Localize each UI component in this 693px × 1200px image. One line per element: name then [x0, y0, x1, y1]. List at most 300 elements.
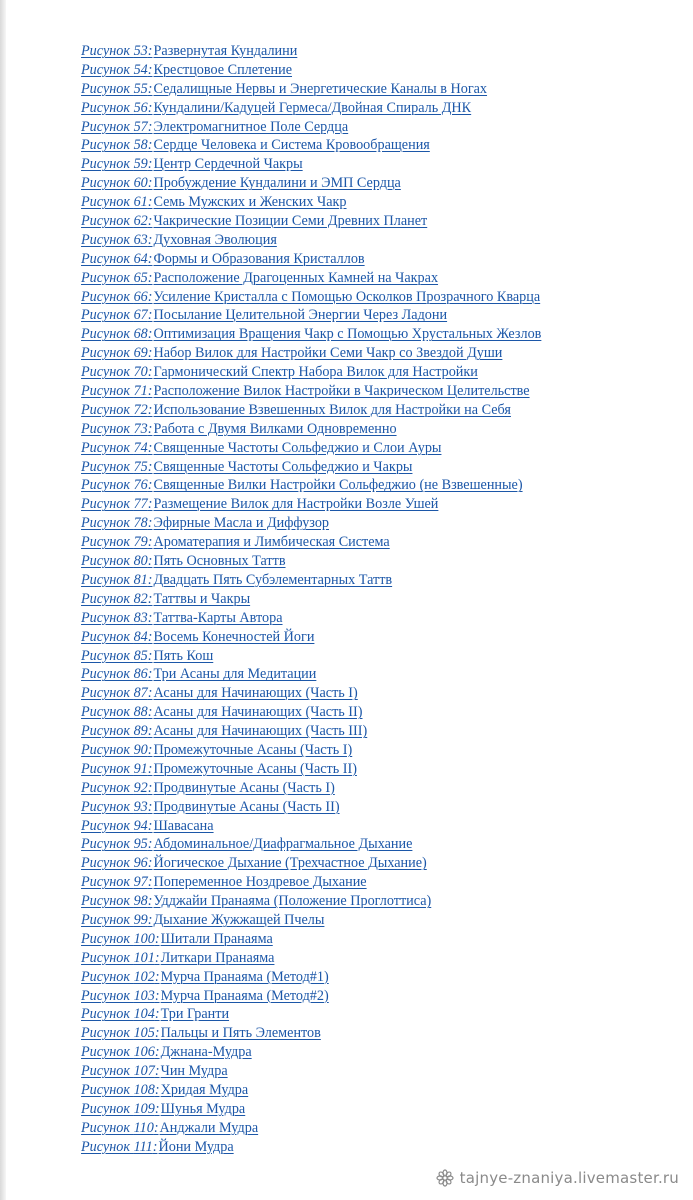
figure-link-93[interactable] — [81, 798, 673, 817]
figure-label: Рисунок — [81, 949, 134, 966]
figure-label: Рисунок — [81, 911, 134, 928]
figure-number: 84 — [133, 628, 148, 645]
figure-label: Рисунок — [81, 194, 134, 211]
figure-title: Священные Частоты Сольфеджио и Слои Ауры — [153, 439, 442, 456]
figure-link-85[interactable] — [81, 647, 673, 666]
figure-number: 77 — [133, 496, 148, 513]
figure-label: Рисунок — [81, 61, 134, 78]
figure-link-69[interactable] — [81, 344, 673, 363]
figure-number: 109 — [133, 1100, 155, 1117]
figure-title: Седалищные Нервы и Энергетические Каналы в Ногах — [153, 80, 488, 97]
figure-title: Электромагнитное Поле Сердца — [153, 118, 349, 135]
figure-label: Рисунок — [81, 571, 134, 588]
figure-link-78[interactable] — [81, 514, 673, 533]
figure-label: Рисунок — [81, 80, 134, 97]
figure-link-81[interactable] — [81, 571, 673, 590]
figure-link-74[interactable] — [81, 439, 673, 458]
figure-label: Рисунок — [81, 855, 134, 872]
figure-title: Усиление Кристалла с Помощью Осколков Прозрачного Кварца — [153, 288, 541, 305]
figure-link-83[interactable] — [81, 609, 673, 628]
figure-colon: : — [154, 1006, 160, 1023]
figure-label: Рисунок — [81, 760, 134, 777]
figure-link-57[interactable] — [81, 118, 673, 137]
figure-number: 103 — [133, 987, 155, 1004]
figure-colon: : — [147, 458, 153, 475]
figure-title: Оптимизация Вращения Чакр с Помощью Хрустальных Жезлов — [153, 326, 542, 343]
figure-link-66[interactable] — [81, 288, 673, 307]
figure-label: Рисунок — [81, 213, 134, 230]
figure-number: 105 — [133, 1025, 155, 1042]
figure-link-67[interactable] — [81, 306, 673, 325]
figure-link-110[interactable] — [81, 1119, 673, 1138]
figure-colon: : — [147, 420, 153, 437]
figure-number: 58 — [133, 137, 148, 154]
figure-number: 90 — [133, 741, 148, 758]
watermark-text: tajnye-znaniya.livemaster.ru — [459, 1169, 679, 1187]
figure-colon: : — [154, 1025, 160, 1042]
figure-title: Попеременное Ноздревое Дыхание — [153, 874, 367, 891]
figure-label: Рисунок — [81, 401, 134, 418]
figure-title: Развернутая Кундалини — [153, 43, 298, 59]
figure-link-62[interactable] — [81, 212, 673, 231]
figure-number: 60 — [133, 175, 148, 192]
figure-colon: : — [147, 571, 153, 588]
figure-label: Рисунок — [81, 741, 134, 758]
figure-title: Формы и Образования Кристаллов — [153, 250, 365, 267]
figure-colon: : — [147, 798, 153, 815]
figure-label: Рисунок — [81, 666, 134, 683]
figure-title: Шунья Мудра — [160, 1100, 246, 1117]
figure-colon: : — [147, 288, 153, 305]
figure-label: Рисунок — [81, 477, 134, 494]
figure-number: 110 — [133, 1119, 154, 1136]
figure-number: 106 — [133, 1044, 155, 1061]
figure-colon: : — [153, 1119, 159, 1136]
figure-title: Асаны для Начинающих (Часть III) — [153, 723, 368, 740]
figure-link-82[interactable] — [81, 590, 673, 609]
figure-number: 55 — [133, 80, 148, 97]
figure-label: Рисунок — [81, 1138, 134, 1155]
figure-list — [81, 42, 673, 1157]
figure-number: 88 — [133, 704, 148, 721]
figure-label: Рисунок — [81, 1063, 134, 1080]
figure-title: Промежуточные Асаны (Часть II) — [153, 760, 357, 777]
figure-colon: : — [147, 383, 153, 400]
figure-link-96[interactable] — [81, 854, 673, 873]
figure-label: Рисунок — [81, 364, 134, 381]
figure-label: Рисунок — [81, 439, 134, 456]
figure-number: 98 — [133, 893, 148, 910]
figure-number: 95 — [133, 836, 148, 853]
figure-colon: : — [147, 534, 153, 551]
figure-number: 92 — [133, 779, 148, 796]
figure-title: Продвинутые Асаны (Часть I) — [153, 779, 335, 796]
figure-title: Йогическое Дыхание (Трехчастное Дыхание) — [153, 855, 427, 872]
figure-label: Рисунок — [81, 647, 134, 664]
figure-title: Удджайи Пранаяма (Положение Проглоттиса) — [153, 893, 432, 910]
watermark — [436, 1168, 679, 1188]
figure-title: Асаны для Начинающих (Часть I) — [153, 685, 358, 702]
figure-title: Пять Кош — [153, 647, 214, 664]
figure-title: Работа с Двумя Вилками Одновременно — [153, 420, 397, 437]
figure-number: 76 — [133, 477, 148, 494]
figure-colon: : — [154, 1044, 160, 1061]
figure-title: Священные Частоты Сольфеджио и Чакры — [153, 458, 413, 475]
figure-link-102[interactable] — [81, 968, 673, 987]
figure-colon: : — [147, 194, 153, 211]
figure-link-68[interactable] — [81, 325, 673, 344]
figure-number: 64 — [133, 250, 148, 267]
figure-number: 74 — [133, 439, 148, 456]
figure-colon: : — [147, 364, 153, 381]
figure-colon: : — [147, 515, 153, 532]
page-edge-shadow — [0, 0, 6, 1200]
figure-label: Рисунок — [81, 175, 134, 192]
figure-number: 79 — [133, 534, 148, 551]
figure-number: 85 — [133, 647, 148, 664]
figure-number: 81 — [133, 571, 148, 588]
figure-number: 59 — [133, 156, 148, 173]
figure-label: Рисунок — [81, 156, 134, 173]
figure-title: Таттва-Карты Автора — [153, 609, 283, 626]
figure-label: Рисунок — [81, 137, 134, 154]
figure-link-91[interactable] — [81, 760, 673, 779]
figure-link-94[interactable] — [81, 817, 673, 836]
figure-link-79[interactable] — [81, 533, 673, 552]
figure-number: 82 — [133, 590, 148, 607]
figure-label: Рисунок — [81, 893, 134, 910]
figure-title: Центр Сердечной Чакры — [153, 156, 303, 173]
figure-link-71[interactable] — [81, 382, 673, 401]
figure-number: 75 — [133, 458, 148, 475]
figure-title: Пробуждение Кундалини и ЭМП Сердца — [153, 175, 401, 192]
figure-link-54[interactable] — [81, 61, 673, 80]
figure-link-86[interactable] — [81, 665, 673, 684]
figure-number: 111 — [133, 1138, 153, 1155]
figure-title: Таттвы и Чакры — [153, 590, 251, 607]
figure-title: Йони Мудра — [158, 1138, 234, 1155]
figure-title: Чин Мудра — [160, 1063, 228, 1080]
figure-number: 54 — [133, 61, 148, 78]
figure-title: Шавасана — [153, 817, 214, 834]
figure-label: Рисунок — [81, 817, 134, 834]
figure-label: Рисунок — [81, 269, 134, 286]
figure-number: 102 — [133, 968, 155, 985]
figure-label: Рисунок — [81, 458, 134, 475]
figure-label: Рисунок — [81, 1025, 134, 1042]
figure-title: Чакрические Позиции Семи Древних Планет — [153, 213, 428, 230]
figure-label: Рисунок — [81, 779, 134, 796]
figure-number: 87 — [133, 685, 148, 702]
figure-title: Джнана-Мудра — [160, 1044, 252, 1061]
figure-link-70[interactable] — [81, 363, 673, 382]
figure-link-100[interactable] — [81, 930, 673, 949]
figure-label: Рисунок — [81, 99, 134, 116]
figure-colon: : — [147, 439, 153, 456]
figure-colon: : — [147, 137, 153, 154]
figure-title: Эфирные Масла и Диффузор — [153, 515, 330, 532]
figure-link-55[interactable] — [81, 80, 673, 99]
figure-label: Рисунок — [81, 288, 134, 305]
figure-link-103[interactable] — [81, 987, 673, 1006]
figure-label: Рисунок — [81, 1119, 134, 1136]
figure-label: Рисунок — [81, 798, 134, 815]
figure-link-87[interactable] — [81, 684, 673, 703]
figure-colon: : — [147, 496, 153, 513]
figure-number: 68 — [133, 326, 148, 343]
figure-number: 53 — [133, 43, 148, 59]
figure-title: Духовная Эволюция — [153, 231, 277, 248]
figure-title: Литкари Пранаяма — [160, 949, 275, 966]
figure-colon: : — [147, 874, 153, 891]
figure-number: 61 — [133, 194, 148, 211]
figure-label: Рисунок — [81, 987, 134, 1004]
figure-title: Ароматерапия и Лимбическая Система — [153, 534, 390, 551]
figure-title: Размещение Вилок для Настройки Возле Ушей — [153, 496, 439, 513]
figure-label: Рисунок — [81, 496, 134, 513]
figure-colon: : — [147, 741, 153, 758]
figure-colon: : — [147, 401, 153, 418]
figure-number: 80 — [133, 553, 148, 570]
figure-number: 86 — [133, 666, 148, 683]
figure-title: Набор Вилок для Настройки Семи Чакр со Звездой Души — [153, 345, 503, 362]
figure-colon: : — [147, 817, 153, 834]
figure-link-76[interactable] — [81, 476, 673, 495]
figure-link-59[interactable] — [81, 155, 673, 174]
figure-number: 67 — [133, 307, 148, 324]
figure-title: Двадцать Пять Субэлементарных Таттв — [153, 571, 393, 588]
figure-colon: : — [152, 1138, 158, 1155]
figure-link-64[interactable] — [81, 250, 673, 269]
figure-number: 104 — [133, 1006, 155, 1023]
figure-colon: : — [147, 99, 153, 116]
figure-link-105[interactable] — [81, 1024, 673, 1043]
figure-number: 91 — [133, 760, 148, 777]
figure-label: Рисунок — [81, 383, 134, 400]
figure-colon: : — [147, 80, 153, 97]
figure-colon: : — [147, 704, 153, 721]
figure-label: Рисунок — [81, 231, 134, 248]
figure-link-60[interactable] — [81, 174, 673, 193]
figure-link-53[interactable] — [81, 42, 673, 61]
figure-number: 63 — [133, 231, 148, 248]
figure-label: Рисунок — [81, 534, 134, 551]
figure-colon: : — [154, 987, 160, 1004]
figure-colon: : — [147, 893, 153, 910]
figure-title: Использование Взвешенных Вилок для Настройки на Себя — [153, 401, 511, 418]
figure-colon: : — [154, 930, 160, 947]
figure-title: Семь Мужских и Женских Чакр — [153, 194, 347, 211]
figure-colon: : — [147, 723, 153, 740]
figure-link-72[interactable] — [81, 401, 673, 420]
figure-link-97[interactable] — [81, 873, 673, 892]
figure-colon: : — [147, 760, 153, 777]
figure-title: Расположение Драгоценных Камней на Чакрах — [153, 269, 439, 286]
figure-link-65[interactable] — [81, 269, 673, 288]
figure-label: Рисунок — [81, 1044, 134, 1061]
figure-colon: : — [147, 647, 153, 664]
figure-colon: : — [147, 609, 153, 626]
figure-number: 72 — [133, 401, 148, 418]
figure-number: 97 — [133, 874, 148, 891]
figure-label: Рисунок — [81, 968, 134, 985]
figure-colon: : — [147, 61, 153, 78]
figure-link-98[interactable] — [81, 892, 673, 911]
figure-colon: : — [147, 231, 153, 248]
figure-number: 101 — [133, 949, 155, 966]
figure-link-88[interactable] — [81, 703, 673, 722]
figure-colon: : — [147, 175, 153, 192]
figure-number: 57 — [133, 118, 148, 135]
figure-title: Расположение Вилок Настройки в Чакрическом Целительстве — [153, 383, 530, 400]
figure-label: Рисунок — [81, 250, 134, 267]
figure-colon: : — [147, 779, 153, 796]
figure-label: Рисунок — [81, 685, 134, 702]
figure-label: Рисунок — [81, 590, 134, 607]
figure-link-106[interactable] — [81, 1043, 673, 1062]
figure-number: 73 — [133, 420, 148, 437]
figure-number: 66 — [133, 288, 148, 305]
figure-colon: : — [154, 968, 160, 985]
figure-title: Асаны для Начинающих (Часть II) — [153, 704, 363, 721]
figure-colon: : — [147, 685, 153, 702]
figure-label: Рисунок — [81, 118, 134, 135]
figure-link-107[interactable] — [81, 1062, 673, 1081]
figure-colon: : — [147, 250, 153, 267]
figure-title: Мурча Пранаяма (Метод#2) — [160, 987, 329, 1004]
figure-title: Крестцовое Сплетение — [153, 61, 293, 78]
figure-title: Кундалини/Кадуцей Гермеса/Двойная Спираль ДНК — [153, 99, 472, 116]
figure-colon: : — [154, 1063, 160, 1080]
figure-colon: : — [147, 118, 153, 135]
figure-link-104[interactable] — [81, 1005, 673, 1024]
figure-colon: : — [147, 666, 153, 683]
figure-label: Рисунок — [81, 609, 134, 626]
figure-number: 96 — [133, 855, 148, 872]
figure-number: 62 — [133, 213, 148, 230]
figure-link-92[interactable] — [81, 779, 673, 798]
figure-colon: : — [154, 949, 160, 966]
figure-title: Мурча Пранаяма (Метод#1) — [160, 968, 329, 985]
figure-link-90[interactable] — [81, 741, 673, 760]
figure-colon: : — [147, 345, 153, 362]
figure-title: Три Гранти — [160, 1006, 230, 1023]
figure-colon: : — [147, 855, 153, 872]
figure-label: Рисунок — [81, 874, 134, 891]
figure-number: 69 — [133, 345, 148, 362]
figure-title: Пять Основных Таттв — [153, 553, 286, 570]
figure-title: Гармонический Спектр Набора Вилок для Настройки — [153, 364, 478, 381]
figure-label: Рисунок — [81, 1100, 134, 1117]
figure-number: 65 — [133, 269, 148, 286]
figure-colon: : — [147, 628, 153, 645]
figure-number: 108 — [133, 1081, 155, 1098]
figure-link-80[interactable] — [81, 552, 673, 571]
figure-link-109[interactable] — [81, 1100, 673, 1119]
figure-title: Три Асаны для Медитации — [153, 666, 317, 683]
figure-title: Дыхание Жужжащей Пчелы — [153, 911, 325, 928]
figure-number: 94 — [133, 817, 148, 834]
figure-link-61[interactable] — [81, 193, 673, 212]
figure-colon: : — [147, 836, 153, 853]
figure-colon: : — [147, 213, 153, 230]
figure-number: 107 — [133, 1063, 155, 1080]
figure-link-111[interactable] — [81, 1138, 673, 1157]
figure-title: Хридая Мудра — [160, 1081, 249, 1098]
figure-link-63[interactable] — [81, 231, 673, 250]
figure-colon: : — [147, 269, 153, 286]
figure-label: Рисунок — [81, 515, 134, 532]
figure-number: 56 — [133, 99, 148, 116]
figure-title: Шитали Пранаяма — [160, 930, 273, 947]
figure-link-95[interactable] — [81, 835, 673, 854]
figure-link-75[interactable] — [81, 458, 673, 477]
figure-number: 100 — [133, 930, 155, 947]
figure-label: Рисунок — [81, 43, 134, 59]
figure-title: Посылание Целительной Энергии Через Ладони — [153, 307, 448, 324]
figure-colon: : — [154, 1081, 160, 1098]
figure-label: Рисунок — [81, 628, 134, 645]
figure-link-58[interactable] — [81, 136, 673, 155]
figure-link-89[interactable] — [81, 722, 673, 741]
figure-number: 71 — [133, 383, 148, 400]
figure-colon: : — [147, 326, 153, 343]
figure-title: Промежуточные Асаны (Часть I) — [153, 741, 353, 758]
figure-colon: : — [147, 477, 153, 494]
figure-title: Пальцы и Пять Элементов — [160, 1025, 321, 1042]
figure-colon: : — [154, 1100, 160, 1117]
figure-number: 78 — [133, 515, 148, 532]
figure-number: 99 — [133, 911, 148, 928]
figure-label: Рисунок — [81, 326, 134, 343]
figure-number: 83 — [133, 609, 148, 626]
figure-colon: : — [147, 553, 153, 570]
figure-title: Продвинутые Асаны (Часть II) — [153, 798, 340, 815]
figure-number: 93 — [133, 798, 148, 815]
figure-label: Рисунок — [81, 930, 134, 947]
figure-label: Рисунок — [81, 307, 134, 324]
figure-link-56[interactable] — [81, 99, 673, 118]
figure-label: Рисунок — [81, 420, 134, 437]
figure-label: Рисунок — [81, 1081, 134, 1098]
figure-link-99[interactable] — [81, 911, 673, 930]
figure-label: Рисунок — [81, 836, 134, 853]
figure-colon: : — [147, 156, 153, 173]
figure-title: Сердце Человека и Система Кровообращения — [153, 137, 430, 154]
figure-link-101[interactable] — [81, 949, 673, 968]
figure-link-77[interactable] — [81, 495, 673, 514]
figure-colon: : — [147, 590, 153, 607]
figure-label: Рисунок — [81, 1006, 134, 1023]
figure-label: Рисунок — [81, 704, 134, 721]
figure-label: Рисунок — [81, 723, 134, 740]
figure-number: 70 — [133, 364, 148, 381]
figure-colon: : — [147, 307, 153, 324]
figure-title: Абдоминальное/Диафрагмальное Дыхание — [153, 836, 413, 853]
figure-colon: : — [147, 911, 153, 928]
figure-label: Рисунок — [81, 345, 134, 362]
figure-title: Анджали Мудра — [159, 1119, 259, 1136]
figure-colon: : — [147, 43, 153, 59]
figure-link-84[interactable] — [81, 628, 673, 647]
figure-number: 89 — [133, 723, 148, 740]
figure-link-73[interactable] — [81, 420, 673, 439]
figure-label: Рисунок — [81, 553, 134, 570]
figure-title: Священные Вилки Настройки Сольфеджио (не Взвешенные) — [153, 477, 523, 494]
flower-logo-icon — [436, 1169, 454, 1187]
figure-title: Восемь Конечностей Йоги — [153, 628, 315, 645]
figure-link-108[interactable] — [81, 1081, 673, 1100]
